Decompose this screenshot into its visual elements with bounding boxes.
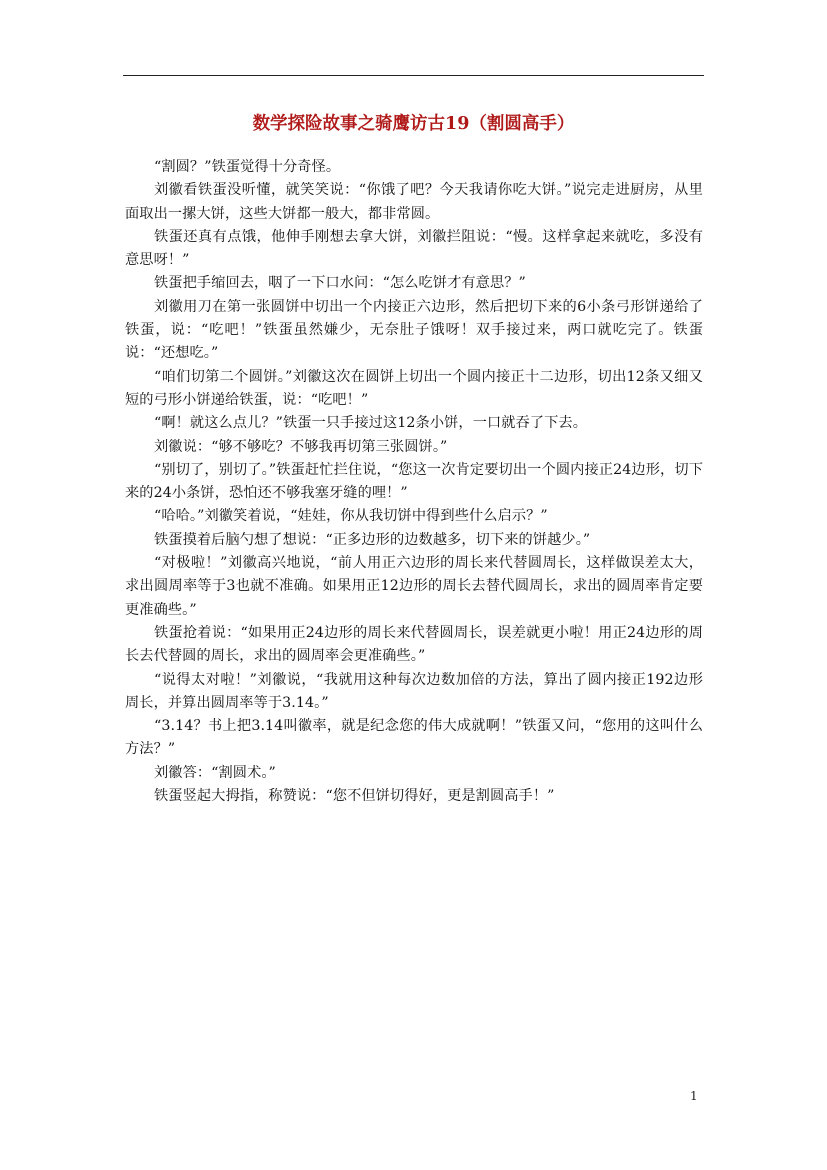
paragraph: 刘徽用刀在第一张圆饼中切出一个内接正六边形，然后把切下来的6小条弓形饼递给了铁蛋，说：“吃吧！”铁蛋虽然嫌少，无奈肚子饿呀！双手接过来，两口就吃完了。铁蛋说：“还想吃。” <box>125 298 703 362</box>
paragraph: “咱们切第二个圆饼。”刘徽这次在圆饼上切出一个圆内接正十二边形，切出12条又细又短的弓形小饼递给铁蛋，说：“吃吧！” <box>125 368 703 408</box>
paragraph: “啊！就这么点儿？”铁蛋一只手接过这12条小饼，一口就吞了下去。 <box>154 415 588 432</box>
header-rule <box>123 75 704 76</box>
paragraph: “说得太对啦！”刘徽说，“我就用这种每次边数加倍的方法，算出了圆内接正192边形周长，并算出圆周率等于3.14。” <box>125 671 703 711</box>
document-body <box>125 156 703 808</box>
paragraph: “别切了，别切了。”铁蛋赶忙拦住说，“您这一次肯定要切出一个圆内接正24边形，切下来的24小条饼，恐怕还不够我塞牙缝的哩！” <box>125 461 703 502</box>
paragraph: 铁蛋还真有点饿，他伸手刚想去拿大饼，刘徽拦阻说：“慢。这样拿起来就吃，多没有意思呀！” <box>125 228 703 269</box>
page-number: 1 <box>690 1089 698 1103</box>
paragraph: 刘徽看铁蛋没听懂，就笑笑说：“你饿了吧？今天我请你吃大饼。”说完走进厨房，从里面取出一摞大饼，这些大饼都一般大，都非常圆。 <box>125 182 703 222</box>
paragraph: 铁蛋摸着后脑勺想了想说：“正多边形的边数越多，切下来的饼越少。” <box>154 531 591 548</box>
paragraph: “对极啦！”刘徽高兴地说，“前人用正六边形的周长来代替圆周长，这样做误差太大，求出圆周率等于3也就不准确。如果用正12边形的周长去替代圆周长，求出的圆周率肯定要更准确些。” <box>125 555 703 618</box>
paragraph: 刘徽说：“够不够吃？不够我再切第三张圆饼。” <box>154 438 448 455</box>
paragraph: “割圆？”铁蛋觉得十分奇怪。 <box>154 159 341 175</box>
paragraph: “哈哈。”刘徽笑着说，“娃娃，你从我切饼中得到些什么启示？” <box>154 508 548 525</box>
document-title: 数学探险故事之骑鹰访古19（割圆高手） <box>252 114 575 134</box>
paragraph: 铁蛋把手缩回去，咽了一下口水问：“怎么吃饼才有意思？” <box>154 275 526 292</box>
paragraph: 刘徽答：“割圆术。” <box>154 764 276 781</box>
paragraph: 铁蛋竖起大拇指，称赞说：“您不但饼切得好，更是割圆高手！” <box>154 788 555 805</box>
paragraph: 铁蛋抢着说：“如果用正24边形的周长来代替圆周长，误差就更小啦！用正24边形的周长去代替圆的周长，求出的圆周率会更准确些。” <box>125 624 703 665</box>
paragraph: “3.14？书上把3.14叫徽率，就是纪念您的伟大成就啊！”铁蛋又问，“您用的这叫什么方法？” <box>125 718 703 758</box>
